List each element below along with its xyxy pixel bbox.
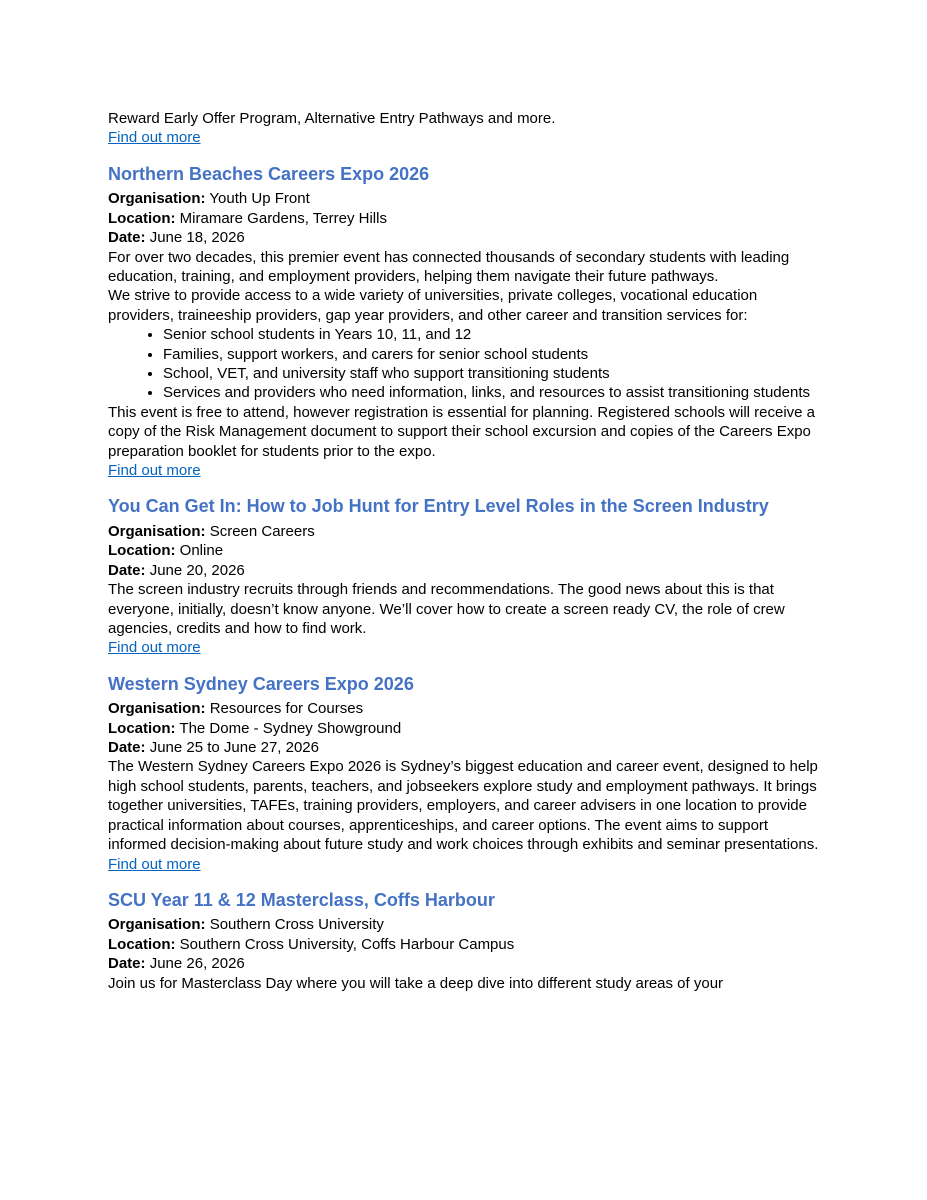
location-value: Miramare Gardens, Terrey Hills <box>179 209 387 227</box>
organisation-value: Resources for Courses <box>209 700 364 718</box>
bullet-item: • Senior school students in Years 10, 11, and 12 <box>163 325 850 344</box>
event-link-line <box>108 638 820 657</box>
intro-find-out-more-link[interactable]: Find out more <box>108 129 201 147</box>
event-organisation-line <box>108 189 820 208</box>
event-description-paragraph: The Western Sydney Careers Expo 2026 is Sydney’s biggest education and career event, designed to help high school students, parents, teachers, and jobseekers explore study and employment pathways. It brings together universities, TAFEs, training providers, employers, and career advisers in one location to provide practical information about courses, apprenticeships, and career options. The event aims to support informed decision-making about future study and work choices through exhibits and seminar presentations. <box>108 758 819 854</box>
organisation-value: Southern Cross University <box>209 916 384 934</box>
event-section-you-can-get-in <box>108 495 820 657</box>
organisation-value: Screen Careers <box>209 522 315 540</box>
organisation-label: Organisation: <box>108 522 206 540</box>
event-section-scu-masterclass <box>108 889 820 993</box>
event-organisation-line <box>108 915 820 934</box>
event-date-line <box>108 561 820 580</box>
event-location-line <box>108 719 820 738</box>
date-label: Date: <box>108 561 146 579</box>
event-location-line <box>108 209 820 228</box>
event-link-line <box>108 855 820 874</box>
event-location-line <box>108 935 820 954</box>
location-value: Online <box>179 542 224 560</box>
date-label: Date: <box>108 229 146 247</box>
event-title: SCU Year 11 & 12 Masterclass, Coffs Harbour <box>108 889 495 910</box>
intro-link-line <box>108 128 820 147</box>
event-location-line <box>108 541 820 560</box>
organisation-label: Organisation: <box>108 190 206 208</box>
intro-text: Reward Early Offer Program, Alternative Entry Pathways and more. <box>108 110 556 127</box>
date-label: Date: <box>108 955 146 973</box>
event-description-paragraph: This event is free to attend, however registration is essential for planning. Registered schools will receive a copy of the Risk Management document to support their school excursion and copies of the Careers Expo preparation booklet for students prior to the expo. <box>108 403 816 460</box>
event-date-line <box>108 954 820 973</box>
bullet-item: • Services and providers who need information, links, and resources to assist transitioning students <box>163 383 850 402</box>
event-title: Northern Beaches Careers Expo 2026 <box>108 163 430 184</box>
find-out-more-link[interactable]: Find out more <box>108 462 201 479</box>
date-value: June 18, 2026 <box>149 229 245 247</box>
find-out-more-link[interactable]: Find out more <box>108 639 201 657</box>
event-title: Western Sydney Careers Expo 2026 <box>108 673 414 694</box>
organisation-value: Youth Up Front <box>209 190 310 208</box>
date-value: June 26, 2026 <box>149 955 245 973</box>
event-date-line <box>108 228 820 247</box>
event-description-paragraph: Join us for Masterclass Day where you will take a deep dive into different study areas of your <box>108 974 724 992</box>
event-organisation-line <box>108 522 820 541</box>
date-label: Date: <box>108 739 146 757</box>
find-out-more-link[interactable]: Find out more <box>108 855 201 873</box>
date-value: June 20, 2026 <box>149 561 245 579</box>
event-date-line <box>108 738 820 757</box>
location-label: Location: <box>108 542 176 560</box>
organisation-label: Organisation: <box>108 700 206 718</box>
audience-bullet-list <box>108 325 850 403</box>
document-content <box>108 109 820 993</box>
location-label: Location: <box>108 209 176 227</box>
event-section-western-sydney <box>108 673 820 874</box>
event-description-paragraph: For over two decades, this premier event has connected thousands of secondary students with leading education, training, and employment providers, helping them navigate their future pathways. <box>108 248 790 285</box>
event-link-line <box>108 461 820 480</box>
bullet-item: • Families, support workers, and carers for senior school students <box>163 345 850 364</box>
location-value: The Dome - Sydney Showground <box>179 719 402 737</box>
event-organisation-line <box>108 699 820 718</box>
location-value: Southern Cross University, Coffs Harbour Campus <box>179 935 515 953</box>
date-value: June 25 to June 27, 2026 <box>149 739 319 757</box>
event-description-paragraph: The screen industry recruits through friends and recommendations. The good news about this is that everyone, initially, doesn’t know anyone. We’ll cover how to create a screen ready CV, the role of crew agencies, credits and how to find work. <box>108 581 785 637</box>
location-label: Location: <box>108 719 176 737</box>
organisation-label: Organisation: <box>108 916 206 934</box>
event-title: You Can Get In: How to Job Hunt for Entry Level Roles in the Screen Industry <box>108 496 769 517</box>
event-description-paragraph: We strive to provide access to a wide variety of universities, private colleges, vocational education providers, traineeship providers, gap year providers, and other career and transition services for: <box>108 287 758 324</box>
location-label: Location: <box>108 935 176 953</box>
event-section-northern-beaches <box>108 163 820 481</box>
bullet-item: • School, VET, and university staff who support transitioning students <box>163 364 850 383</box>
